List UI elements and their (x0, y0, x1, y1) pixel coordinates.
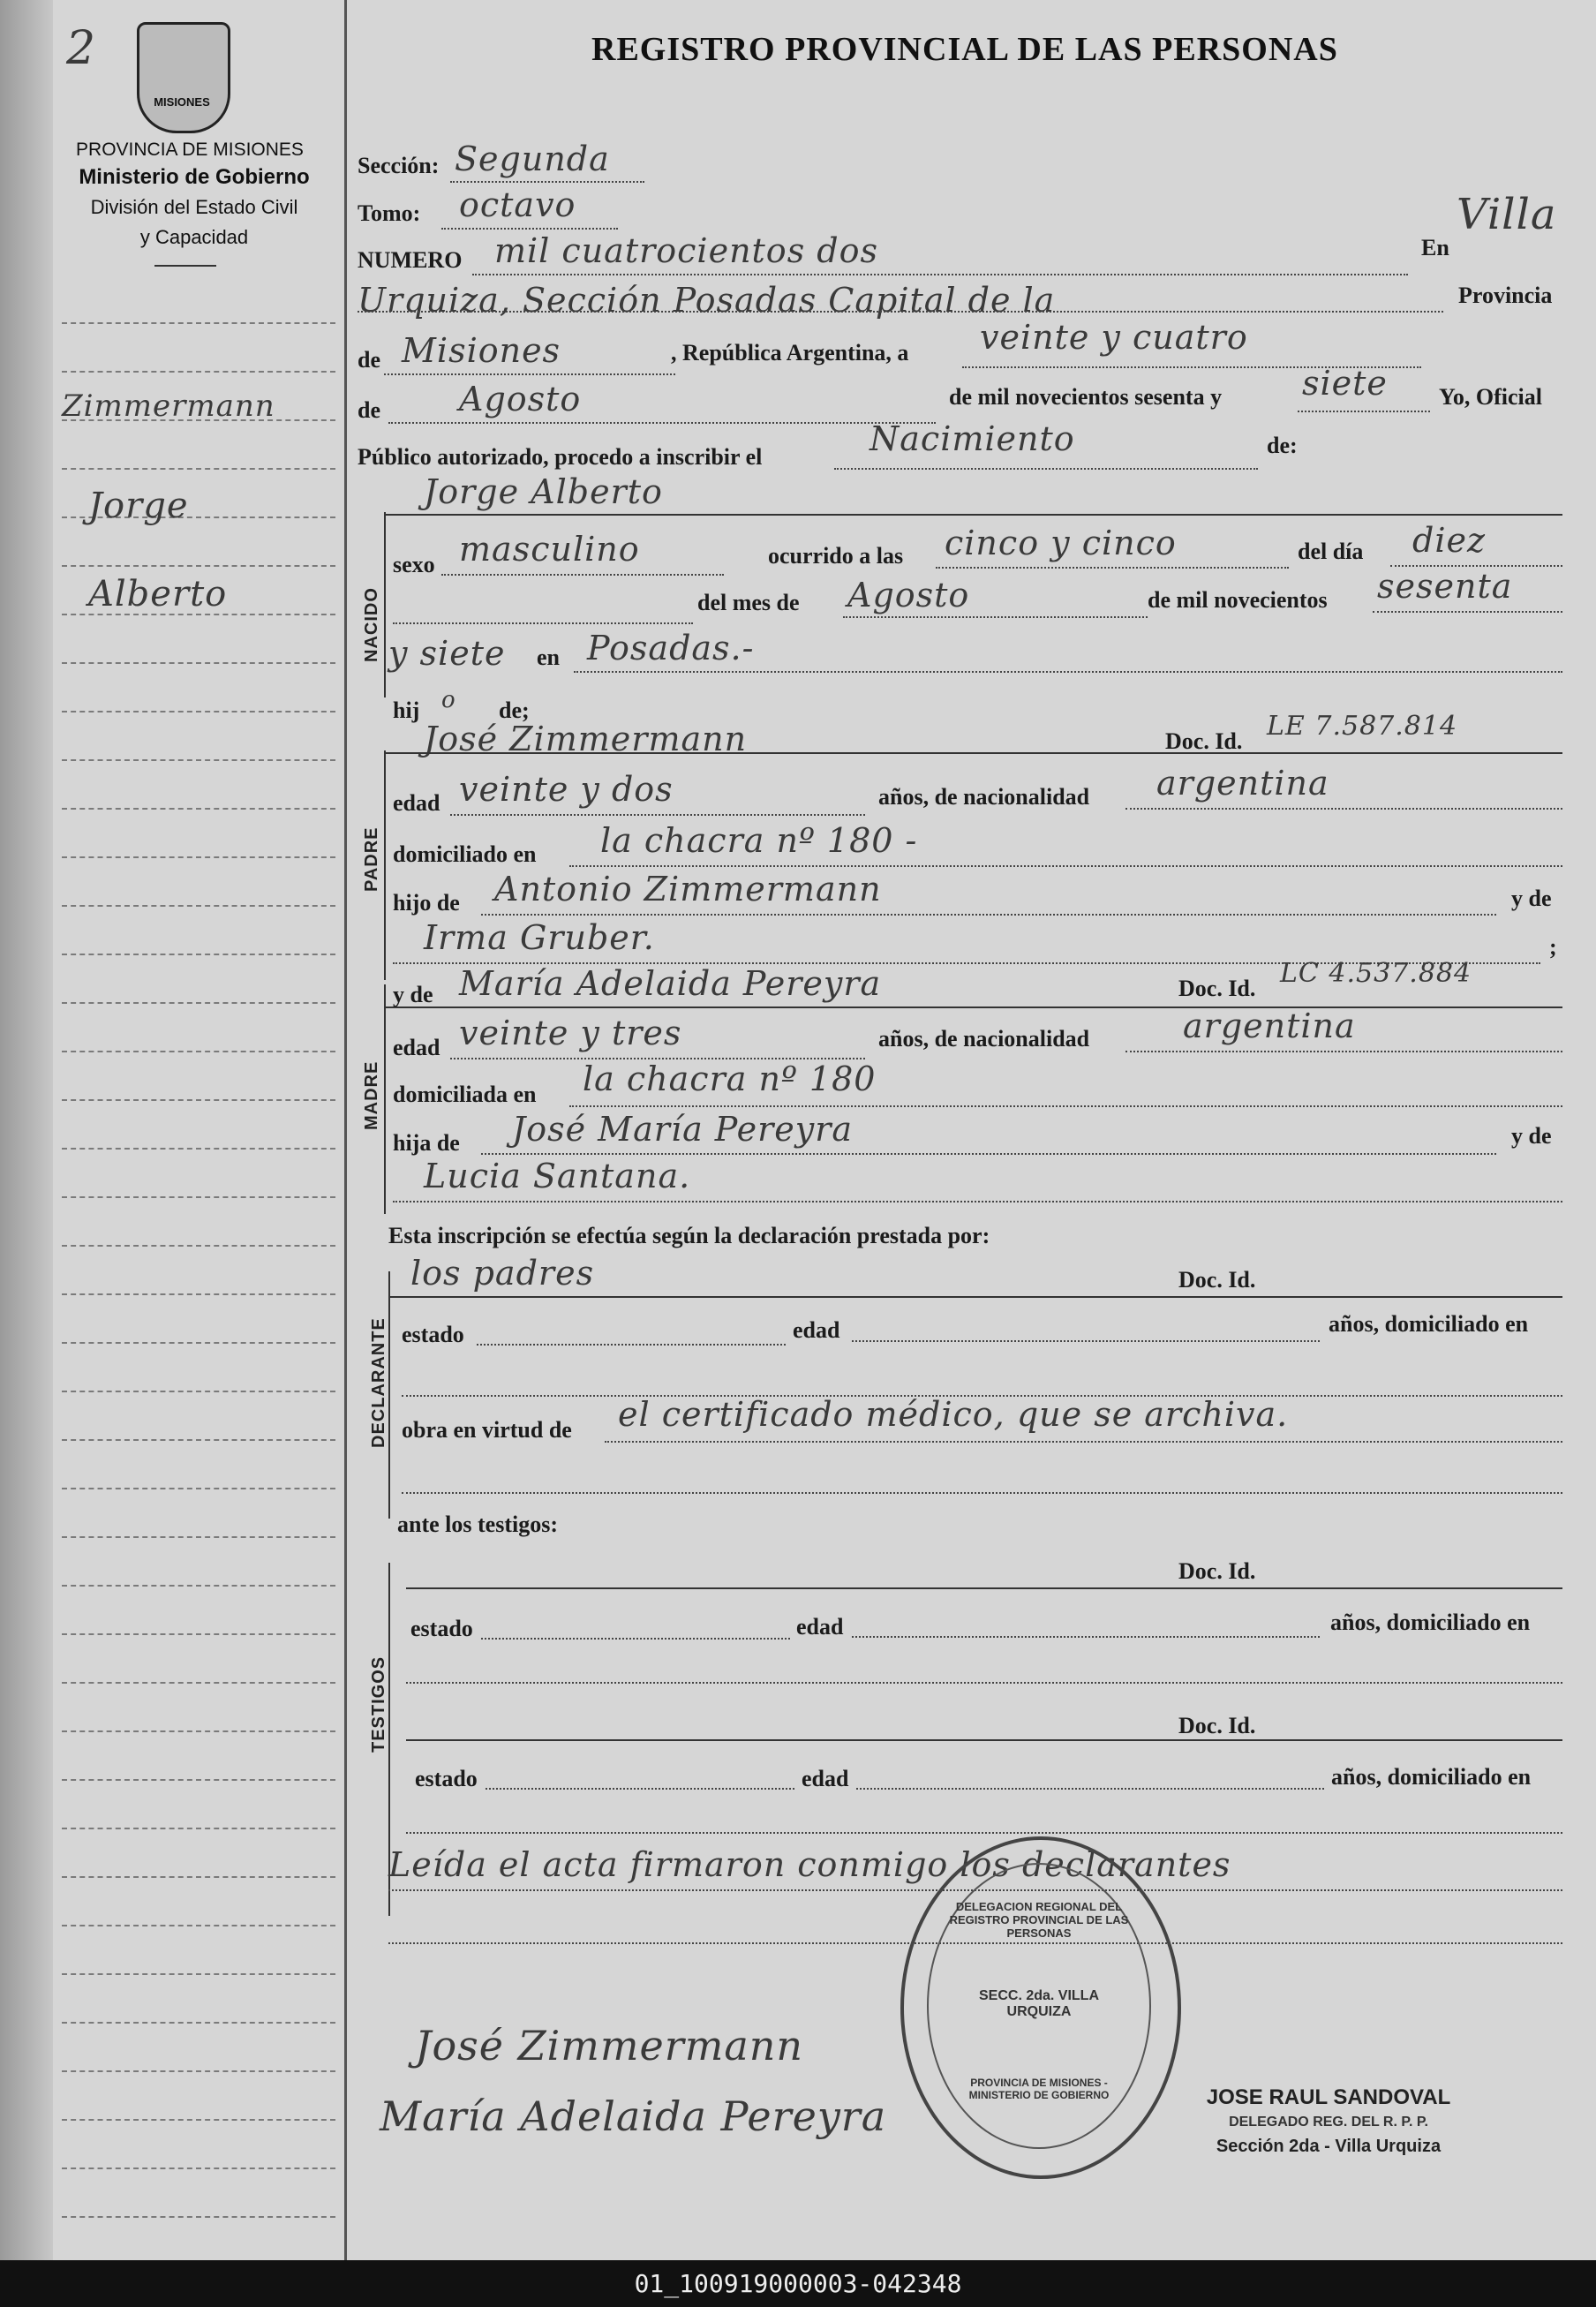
tomo-label: Tomo: (358, 200, 421, 226)
province-value: Misiones (402, 331, 561, 370)
anio-value: sesenta (1377, 567, 1513, 606)
declarante-intro: Esta inscripción se efectúa según la declaración prestada por: (388, 1223, 990, 1248)
madre-edad-label: edad (393, 1035, 440, 1060)
madre-hija-label: hija de (393, 1130, 460, 1156)
section-declarante: DECLARANTE (369, 1317, 388, 1448)
padre-hijo-value: Antonio Zimmermann (494, 870, 882, 908)
hora-value: cinco y cinco (945, 524, 1177, 562)
closing-text: Leída el acta firmaron conmigo los declarantes (388, 1845, 1231, 1884)
declarante-obra-label: obra en virtud de (402, 1417, 572, 1443)
hijo-label: hij (393, 697, 420, 723)
image-id-footer: 01_100919000003-042348 (0, 2260, 1596, 2307)
madre-dom-value: la chacra nº 180 (583, 1059, 877, 1098)
padre-doc-value: LE 7.587.814 (1267, 711, 1458, 742)
header-divider (154, 265, 216, 267)
header-capacity: y Capacidad (139, 226, 249, 248)
madre-yde-label: y de (393, 982, 433, 1007)
testigos-intro: ante los testigos: (397, 1512, 558, 1537)
margin-column (53, 0, 347, 2260)
testigo2-edad-label: edad (802, 1766, 849, 1791)
declarante-estado-label: estado (402, 1322, 464, 1347)
testigo1-edad-label: edad (796, 1614, 844, 1640)
sexo-label: sexo (393, 552, 435, 577)
declarante-edad-label: edad (793, 1317, 840, 1343)
place-value: Urquiza, Sección Posadas Capital de la (358, 281, 1056, 320)
en-label: En (1421, 235, 1449, 260)
de3-label: de: (1267, 433, 1298, 458)
testigo2-doc-label: Doc. Id. (1178, 1713, 1256, 1738)
republica-label: , República Argentina, a (671, 340, 909, 366)
en-value: Villa (1457, 190, 1557, 239)
padre-edad-label: edad (393, 790, 440, 816)
header-ministry: Ministerio de Gobierno (79, 165, 310, 189)
madre-doc-label: Doc. Id. (1178, 976, 1256, 1001)
stamp-section: Sección 2da - Villa Urquiza (1216, 2137, 1442, 2156)
padre-madre-value: Irma Gruber. (424, 918, 655, 957)
seal-bottom-text: PROVINCIA DE MISIONES - MINISTERIO DE GOBIERNO (968, 2077, 1110, 2101)
province-crest (137, 22, 230, 133)
signature-father: José Zimmermann (415, 2022, 804, 2070)
oficial-label: Yo, Oficial (1439, 384, 1542, 410)
dia-value: diez (1412, 521, 1486, 560)
hijo-value: o (441, 687, 456, 713)
madre-nac-value: argentina (1183, 1006, 1356, 1045)
margin-firstname: Jorge (88, 486, 189, 526)
testigo1-anios-label: años, domiciliado en (1330, 1610, 1531, 1635)
margin-surname: Zimmermann (62, 388, 275, 424)
testigo2-anios-label: años, domiciliado en (1331, 1764, 1532, 1790)
seal-text: DELEGACION REGIONAL DEL REGISTRO PROVINCIAL DE LAS PERSONAS (949, 1900, 1129, 1940)
declarante-anios-label: años, domiciliado en (1329, 1311, 1529, 1337)
nacido-en-label: en (537, 645, 560, 670)
seccion-value: Segunda (455, 139, 610, 178)
section-testigos: TESTIGOS (369, 1655, 388, 1753)
mes-value: Agosto (847, 576, 970, 614)
year-label: de mil novecientos sesenta y (949, 384, 1223, 410)
padre-dom-label: domiciliado en (393, 841, 537, 867)
madre-hija-value: José María Pereyra (512, 1110, 854, 1149)
anio-label: de mil novecientos (1148, 587, 1328, 613)
stamp-role: DELEGADO REG. DEL R. P. P. (1229, 2115, 1428, 2130)
madre-yde2-label: y de (1511, 1123, 1552, 1149)
madre-dom-label: domiciliada en (393, 1082, 537, 1107)
de-label: de (358, 347, 380, 373)
sexo-value: masculino (459, 530, 640, 569)
page-title: REGISTRO PROVINCIAL DE LAS PERSONAS (591, 31, 1338, 68)
signature-mother: María Adelaida Pereyra (380, 2092, 887, 2140)
numero-value: mil cuatrocientos dos (494, 231, 878, 270)
provincia-label: Provincia (1458, 283, 1553, 308)
section-nacido: NACIDO (362, 587, 381, 662)
hijo-de-label: de; (499, 697, 530, 723)
month-value: Agosto (459, 380, 582, 418)
publico-label: Público autorizado, procedo a inscribir el (358, 444, 763, 470)
page-number: 2 (66, 22, 97, 75)
numero-label: NUMERO (358, 247, 463, 273)
mes-label: del mes de (697, 590, 800, 615)
padre-hijo-label: hijo de (393, 890, 460, 916)
madre-doc-value: LC 4.537.884 (1280, 958, 1472, 989)
margin-middlename: Alberto (88, 574, 228, 614)
madre-madre-value: Lucia Santana. (424, 1157, 691, 1195)
madre-edad-value: veinte y tres (459, 1014, 682, 1052)
acto-value: Nacimiento (870, 419, 1075, 458)
madre-name: María Adelaida Pereyra (459, 964, 882, 1003)
padre-nac-value: argentina (1156, 764, 1329, 803)
declarante-doc-label: Doc. Id. (1178, 1267, 1256, 1293)
header-province: PROVINCIA DE MISIONES (76, 139, 304, 160)
testigo1-doc-label: Doc. Id. (1178, 1558, 1256, 1584)
nacido-name: Jorge Alberto (424, 472, 663, 511)
madre-nac-label: años, de nacionalidad (878, 1026, 1090, 1052)
seccion-label: Sección: (358, 153, 440, 178)
padre-nac-label: años, de nacionalidad (878, 784, 1090, 810)
padre-dom-value: la chacra nº 180 - (600, 821, 918, 860)
ocurrido-label: ocurrido a las (768, 543, 904, 569)
stamp-name: JOSE RAUL SANDOVAL (1206, 2085, 1451, 2109)
registry-seal-inner (927, 1863, 1151, 2149)
tomo-value: octavo (459, 185, 576, 224)
crest-label: MISIONES (154, 95, 210, 109)
padre-semicolon: ; (1549, 934, 1557, 960)
seal-inner-text: SECC. 2da. VILLA URQUIZA (978, 1988, 1100, 2019)
section-padre: PADRE (362, 826, 381, 892)
dia-label: del día (1298, 539, 1364, 564)
testigo2-estado-label: estado (415, 1766, 478, 1791)
header-division: División del Estado Civil (90, 196, 298, 218)
testigo1-estado-label: estado (410, 1616, 473, 1641)
padre-doc-label: Doc. Id. (1165, 728, 1243, 754)
lugar-value: Posadas.- (587, 629, 755, 667)
anio2-value: y siete (388, 634, 506, 673)
year-value: siete (1302, 364, 1388, 403)
de2-label: de (358, 397, 380, 423)
padre-name: José Zimmermann (424, 720, 748, 758)
day-value: veinte y cuatro (980, 318, 1248, 357)
declarante-name: los padres (410, 1254, 595, 1293)
padre-yde-label: y de (1511, 886, 1552, 911)
padre-edad-value: veinte y dos (459, 770, 674, 809)
declarante-obra-value: el certificado médico, que se archiva. (618, 1395, 1289, 1434)
section-madre: MADRE (362, 1060, 381, 1130)
